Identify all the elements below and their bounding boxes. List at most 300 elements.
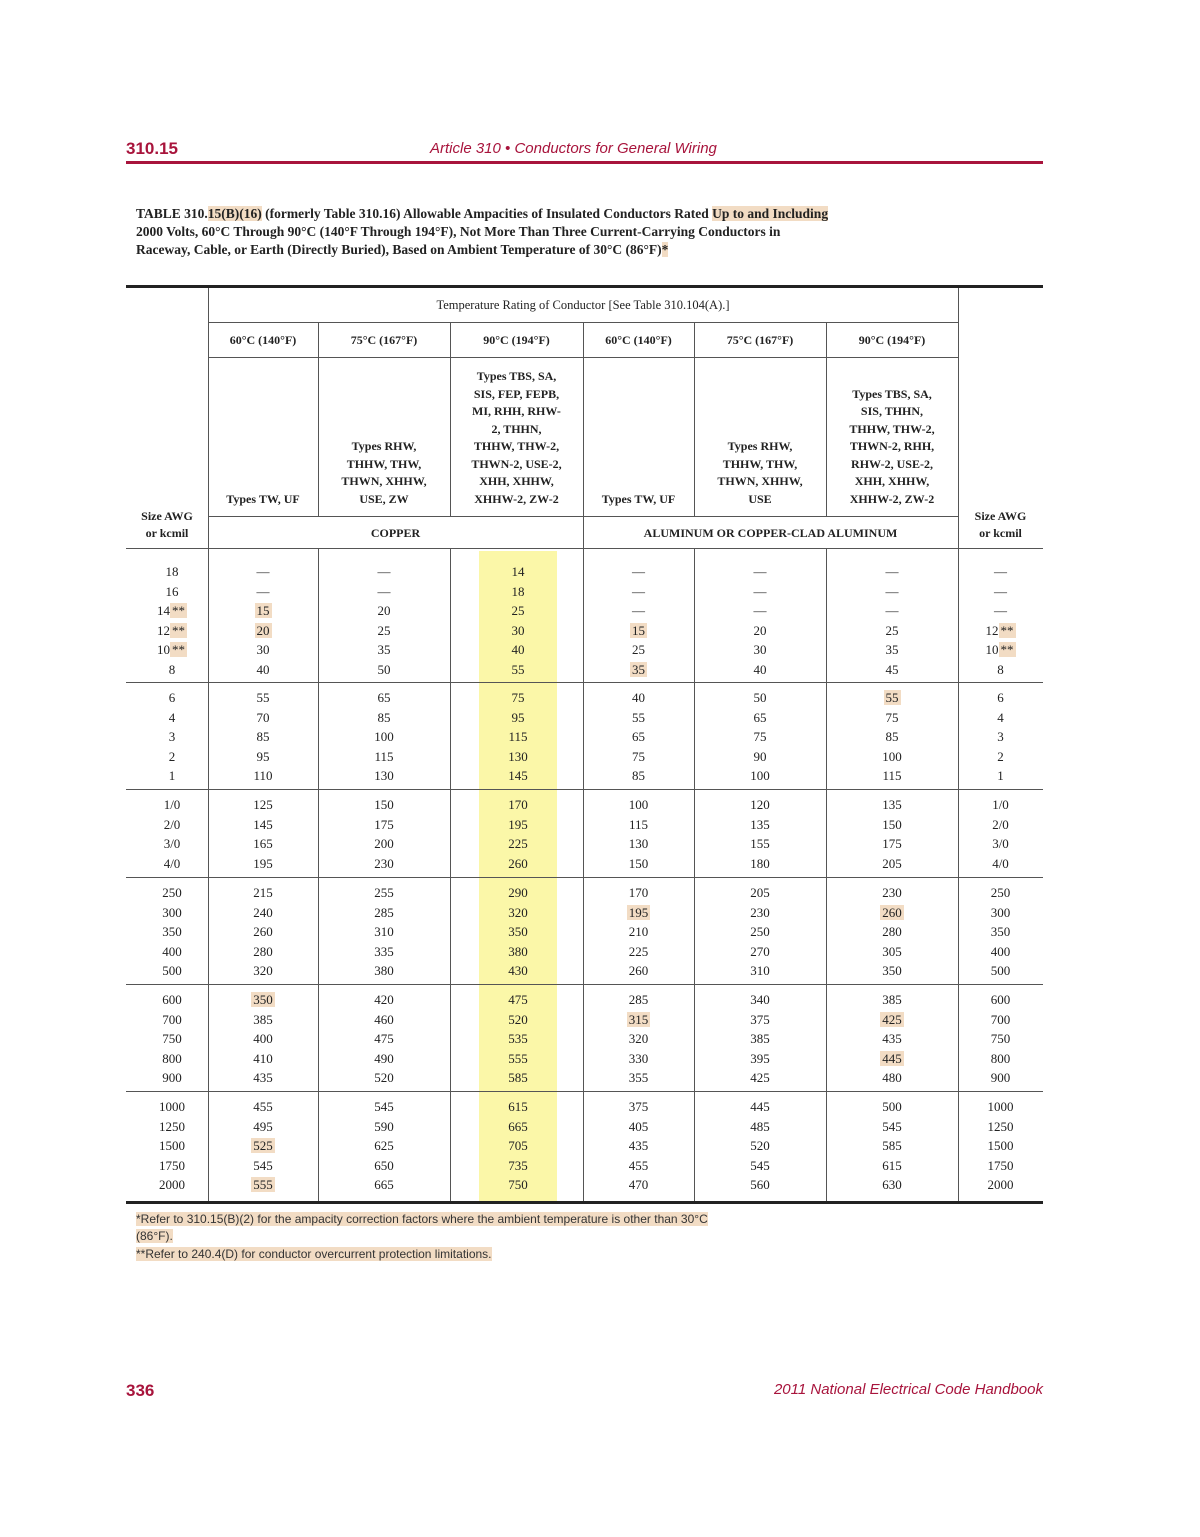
table-cell: 6 [997, 690, 1004, 705]
highlighted-value: 55 [885, 690, 899, 705]
table-cell: 180 [750, 855, 770, 871]
size-star-mark: ** [1000, 642, 1014, 657]
table-cell: 200 [374, 836, 394, 851]
highlighted-value: 445 [882, 1050, 902, 1066]
table-cell: 490 [374, 1050, 394, 1066]
size-star-mark: ** [1000, 622, 1014, 638]
size-number: 10 [985, 642, 999, 657]
table-cell: 280 [882, 924, 902, 939]
article-title: Article 310 • Conductors for General Wiring [430, 140, 717, 157]
temp-al90: 90°C (194°F) [858, 333, 926, 347]
table-cell: 545 [374, 1099, 394, 1114]
table-cell: 150 [374, 797, 394, 812]
column-sizes_r-group-0 [958, 562, 1043, 679]
table-cell: 1750 [987, 1157, 1014, 1173]
table-cell: — [753, 583, 767, 599]
table-cell: 750 [990, 1031, 1011, 1046]
table-cell: 455 [628, 1157, 649, 1173]
table-cell: 35 [885, 642, 899, 657]
column-al60-group-2 [583, 795, 694, 873]
table-cell: 100 [628, 797, 649, 812]
column-al60-group-4 [583, 990, 694, 1088]
table-cell [826, 688, 958, 708]
size-star-mark: ** [172, 622, 185, 638]
table-cell: 65 [377, 690, 391, 705]
table-cell: 240 [253, 904, 273, 920]
table-cell: 8 [168, 661, 176, 677]
table-cell: 75 [753, 729, 767, 744]
table-cell: 85 [885, 729, 899, 744]
table-cell: 18 [511, 583, 525, 599]
table-cell: — [632, 564, 645, 579]
table-cell: 205 [882, 855, 902, 871]
table-cell: 535 [508, 1031, 528, 1046]
table-cell: 125 [253, 797, 273, 812]
temp-al75: 75°C (167°F) [726, 333, 794, 347]
column-cu90-group-3 [479, 883, 557, 981]
table-cell: — [377, 564, 391, 579]
table-cell [583, 903, 694, 923]
row-divider [208, 357, 958, 358]
table-cell: 1000 [159, 1099, 185, 1114]
table-cell: 65 [632, 729, 645, 744]
column-sizes-group-4 [126, 990, 218, 1088]
table-cell: 705 [508, 1138, 528, 1153]
table-cell [958, 640, 1043, 660]
table-cell: 750 [508, 1177, 528, 1192]
table-cell: 545 [750, 1157, 770, 1173]
table-cell: 40 [256, 661, 270, 677]
table-cell: 475 [508, 992, 528, 1007]
table-cell: 600 [162, 992, 182, 1007]
temp-cu60: 60°C (140°F) [229, 333, 297, 347]
footnote-1 [136, 1211, 708, 1228]
table-cell: 20 [377, 603, 391, 618]
row-divider [208, 322, 958, 323]
header-rule [126, 161, 1043, 164]
column-cu75-group-4 [318, 990, 450, 1088]
table-cell: 230 [374, 855, 394, 871]
table-cell [208, 601, 318, 621]
table-cell: 100 [374, 729, 394, 744]
table-cell: 350 [508, 924, 528, 939]
header-bottom-rule [126, 548, 1043, 549]
highlighted-value: 555 [253, 1177, 273, 1192]
column-sizes-group-0 [126, 562, 218, 679]
column-sizes_r-group-3 [958, 883, 1043, 981]
table-cell: 1250 [159, 1118, 185, 1134]
size-number: 12 [985, 622, 999, 638]
table-cell: 305 [882, 943, 902, 959]
table-cell: 3 [997, 729, 1004, 744]
table-cell: 100 [750, 768, 770, 783]
table-cell: 25 [511, 603, 525, 618]
table-cell: 260 [628, 963, 649, 978]
table-cell: 130 [628, 836, 649, 851]
table-cell: 225 [508, 836, 528, 851]
highlighted-value: 195 [628, 904, 649, 920]
table-cell: 130 [374, 768, 394, 783]
table-cell: 120 [750, 797, 770, 812]
column-cu90-group-5 [479, 1097, 557, 1195]
table-cell: 495 [253, 1118, 273, 1134]
table-cell: 385 [253, 1011, 273, 1027]
caption-highlight: Up to and Including [712, 206, 829, 221]
table-cell: 4/0 [163, 855, 181, 871]
column-al90-group-4 [826, 990, 958, 1088]
column-cu60-group-1 [208, 688, 318, 786]
table-cell: — [994, 564, 1007, 579]
caption-part1: (formerly Table 310.16) Allowable Ampacities of Insulated Conductors Rated [261, 206, 713, 221]
column-sizes_r-group-5 [958, 1097, 1043, 1195]
col-divider [450, 548, 451, 1201]
table-caption [136, 205, 836, 259]
table-cell: 25 [632, 642, 645, 657]
table-cell: 4/0 [992, 855, 1009, 871]
table-cell [826, 1049, 958, 1069]
footnote-1-line-1: *Refer to 310.15(B)(2) for the ampacity correction factors where the ambient temperature is other than 30°C [136, 1212, 708, 1226]
table-cell: 1500 [159, 1138, 185, 1153]
table-cell: 1500 [987, 1138, 1014, 1153]
table-cell: 335 [374, 943, 394, 959]
table-cell: 65 [753, 709, 767, 725]
table-cell: 50 [377, 661, 391, 677]
table-cell: 115 [882, 768, 902, 783]
table-cell: 410 [253, 1050, 273, 1066]
types-al60: Types TW, UF [601, 491, 676, 506]
table-cell: 2000 [987, 1177, 1014, 1192]
types-cu90: Types TBS, SA, SIS, FEP, FEPB, MI, RHH, RHW- 2, THHN, THHW, THW-2, THWN-2, USE-2, XHH, XHHW, XHHW-2, ZW-2 [471, 369, 562, 506]
types-cu60: Types TW, UF [226, 491, 300, 506]
size-star-mark: ** [172, 603, 185, 618]
table-cell: 85 [632, 768, 645, 783]
table-cell [208, 621, 318, 641]
column-al90-group-3 [826, 883, 958, 981]
size-number: 14 [157, 603, 170, 618]
table-cell: 115 [628, 816, 649, 832]
table-cell [126, 621, 218, 641]
table-cell [583, 660, 694, 680]
column-sizes_r-group-4 [958, 990, 1043, 1088]
table-cell: 300 [990, 904, 1011, 920]
table-cell: 40 [511, 642, 525, 657]
row-divider [208, 516, 958, 517]
table-cell: 560 [750, 1177, 770, 1192]
group-divider [126, 682, 1043, 683]
table-cell [126, 601, 218, 621]
column-cu60-group-0 [208, 562, 318, 679]
table-cell [208, 1136, 318, 1156]
table-cell: 1250 [987, 1118, 1014, 1134]
table-cell: — [885, 603, 899, 618]
table-cell: 350 [990, 924, 1011, 939]
table-cell: 545 [253, 1157, 273, 1173]
table-cell: 585 [508, 1070, 528, 1085]
column-sizes-group-3 [126, 883, 218, 981]
table-cell: 650 [374, 1157, 394, 1173]
size-label-left-2: or kcmil [145, 526, 189, 540]
column-sizes-group-2 [126, 795, 218, 873]
table-cell: 285 [374, 904, 394, 920]
table-cell: 260 [253, 924, 273, 939]
aluminum-label: ALUMINUM OR COPPER-CLAD ALUMINUM [643, 526, 898, 540]
table-cell: 355 [628, 1070, 649, 1085]
temp-al60: 60°C (140°F) [605, 333, 672, 347]
table-cell: — [753, 603, 767, 618]
table-cell: 3 [168, 729, 176, 744]
table-cell: 25 [377, 622, 391, 638]
table-cell: 800 [162, 1050, 182, 1066]
table-cell: 8 [997, 661, 1004, 677]
highlighted-value: 525 [253, 1138, 273, 1153]
table-cell: 230 [882, 885, 902, 900]
column-cu75-group-2 [318, 795, 450, 873]
group-divider [126, 789, 1043, 790]
table-cell: 520 [750, 1138, 770, 1153]
table-cell: 615 [508, 1099, 528, 1114]
table-cell: 170 [508, 797, 528, 812]
size-number: 12 [157, 622, 170, 638]
table-cell: 255 [374, 885, 394, 900]
column-cu60-group-3 [208, 883, 318, 981]
table-cell: 420 [374, 992, 394, 1007]
table-cell: 310 [750, 963, 770, 978]
table-cell: 230 [750, 904, 770, 920]
types-al90: Types TBS, SA, SIS, THHN, THHW, THW-2, THWN-2, RHH, RHW-2, USE-2, XHH, XHHW, XHHW-2, ZW-2 [849, 386, 935, 506]
table-cell [583, 621, 694, 641]
column-al60-group-0 [583, 562, 694, 679]
table-cell: — [632, 603, 645, 618]
table-bottom-rule [126, 1201, 1043, 1204]
table-cell: 435 [253, 1070, 273, 1085]
caption-lead: TABLE 310. [136, 206, 208, 221]
column-cu60-group-2 [208, 795, 318, 873]
table-cell: 155 [750, 836, 770, 851]
size-number: 10 [157, 642, 170, 657]
caption-part2: 2000 Volts, 60°C Through 90°C (140°F Through 194°F), Not More Than Three Current-Carrying Conductors in Raceway, Cable, or Earth (Directly Buried), Based on Ambient Temperature of 30°C (86°F) [136, 224, 781, 257]
column-al90-group-0 [826, 562, 958, 679]
caption-ref: 15(B)(16) [207, 206, 262, 221]
table-cell: 55 [632, 709, 645, 725]
table-cell: — [256, 583, 270, 599]
column-cu60-group-5 [208, 1097, 318, 1195]
column-cu75-group-1 [318, 688, 450, 786]
table-cell: 290 [508, 885, 528, 900]
table-cell: 75 [885, 709, 899, 725]
table-cell: 130 [508, 748, 528, 764]
table-cell: 425 [750, 1070, 770, 1085]
column-cu90-group-0 [479, 562, 557, 679]
highlighted-value: 15 [632, 622, 645, 638]
table-cell: 40 [632, 690, 645, 705]
table-cell: 750 [162, 1031, 182, 1046]
table-cell: 555 [508, 1050, 528, 1066]
highlighted-value: 425 [882, 1011, 902, 1027]
table-cell: 735 [508, 1157, 528, 1173]
column-cu75-group-0 [318, 562, 450, 679]
table-cell: 2/0 [992, 816, 1009, 832]
table-cell: 615 [882, 1157, 902, 1173]
highlighted-value: 15 [256, 603, 270, 618]
group-divider [126, 1091, 1043, 1092]
table-cell: 175 [882, 836, 902, 851]
temp-cu75: 75°C (167°F) [350, 333, 418, 347]
table-cell: 400 [162, 943, 182, 959]
table-cell: 1 [168, 768, 176, 783]
footnote-1-line-2: (86°F). [136, 1229, 173, 1243]
table-cell: 590 [374, 1118, 394, 1134]
table-cell: 170 [628, 885, 649, 900]
table-cell: 1750 [159, 1157, 185, 1173]
table-cell [208, 990, 318, 1010]
table-cell: 320 [253, 963, 273, 978]
footnote-1-cont [136, 1228, 173, 1245]
column-sizes_r-group-1 [958, 688, 1043, 786]
table-cell: 700 [990, 1011, 1011, 1027]
column-cu60-group-4 [208, 990, 318, 1088]
column-al90-group-2 [826, 795, 958, 873]
table-cell: 95 [256, 748, 270, 764]
table-cell: 455 [253, 1099, 273, 1114]
table-cell: — [885, 564, 899, 579]
table-cell: 250 [162, 885, 182, 900]
table-cell: 225 [628, 943, 649, 959]
table-cell: 2 [168, 748, 176, 764]
column-al60-group-5 [583, 1097, 694, 1195]
table-cell [583, 1010, 694, 1030]
size-label-right-2: or kcmil [979, 526, 1022, 540]
footnote-2-text: **Refer to 240.4(D) for conductor overcurrent protection limitations. [136, 1247, 492, 1261]
table-cell: 95 [511, 709, 525, 725]
table-cell: 270 [750, 943, 770, 959]
table-cell: 90 [753, 748, 767, 764]
table-cell: — [632, 583, 645, 599]
column-al75-group-1 [694, 688, 826, 786]
types-cu75: Types RHW, THHW, THW, THWN, XHHW, USE, ZW [341, 439, 427, 506]
table-cell: 340 [750, 992, 770, 1007]
table-cell: 600 [990, 992, 1011, 1007]
size-star-mark: ** [172, 642, 185, 657]
table-cell: 1/0 [992, 797, 1009, 812]
table-cell [126, 640, 218, 660]
table-cell: 100 [882, 748, 902, 764]
group-divider [126, 877, 1043, 878]
table-cell: 585 [882, 1138, 902, 1153]
table-cell: 485 [750, 1118, 770, 1134]
column-sizes_r-group-2 [958, 795, 1043, 873]
table-cell: 135 [882, 797, 902, 812]
table-cell: 470 [628, 1177, 649, 1192]
column-cu75-group-3 [318, 883, 450, 981]
table-cell: 480 [882, 1070, 902, 1085]
table-cell: 205 [750, 885, 770, 900]
table-cell: 350 [162, 924, 182, 939]
table-cell: 1000 [987, 1099, 1014, 1114]
table-cell: 145 [508, 768, 528, 783]
table-cell: 150 [628, 855, 649, 871]
table-cell [208, 1175, 318, 1195]
table-cell: 55 [256, 690, 270, 705]
table-cell: 50 [753, 690, 767, 705]
column-cu75-group-5 [318, 1097, 450, 1195]
table-cell: 330 [628, 1050, 649, 1066]
table-cell: 85 [377, 709, 391, 725]
table-cell: 400 [990, 943, 1011, 959]
table-cell: 400 [253, 1031, 273, 1046]
table-cell: 210 [628, 924, 649, 939]
table-cell: 545 [882, 1118, 902, 1134]
table-cell: 500 [162, 963, 182, 978]
table-cell: 165 [253, 836, 273, 851]
table-cell: 30 [256, 642, 270, 657]
table-cell: 175 [374, 816, 394, 832]
footnote-2 [136, 1246, 492, 1263]
table-cell: 280 [253, 943, 273, 959]
table-cell: 195 [508, 816, 528, 832]
column-al60-group-1 [583, 688, 694, 786]
table-cell: 25 [885, 622, 899, 638]
highlighted-value: 315 [628, 1011, 649, 1027]
table-cell: 70 [256, 709, 270, 725]
column-al90-group-1 [826, 688, 958, 786]
table-cell: 380 [508, 943, 528, 959]
table-cell: 16 [165, 583, 179, 599]
temp-cu90: 90°C (194°F) [483, 333, 550, 347]
table-cell: 145 [253, 816, 273, 832]
table-cell: 1 [997, 768, 1004, 783]
table-cell: 115 [508, 729, 528, 744]
table-cell: — [994, 583, 1007, 599]
table-cell: 215 [253, 885, 273, 900]
table-cell: 300 [162, 904, 182, 920]
table-cell: 320 [628, 1031, 649, 1046]
table-cell: 75 [632, 748, 645, 764]
table-cell: 35 [377, 642, 391, 657]
table-cell: 135 [750, 816, 770, 832]
table-cell: 18 [165, 564, 179, 579]
table-cell: 30 [511, 622, 525, 638]
caption-star: * [661, 242, 669, 257]
copper-label: COPPER [370, 526, 421, 540]
table-cell: 625 [374, 1138, 394, 1153]
size-label-left-1: Size AWG [141, 509, 193, 523]
column-al75-group-4 [694, 990, 826, 1088]
column-al60-group-3 [583, 883, 694, 981]
table-cell: 520 [508, 1011, 528, 1027]
table-cell: 460 [374, 1011, 394, 1027]
table-cell: 250 [990, 885, 1011, 900]
table-cell: 405 [628, 1118, 649, 1134]
column-sizes-group-1 [126, 688, 218, 786]
table-cell: 900 [990, 1070, 1011, 1085]
table-cell: 2000 [159, 1177, 185, 1192]
table-cell: 4 [997, 709, 1004, 725]
table-cell: — [377, 583, 391, 599]
table-cell: 40 [753, 661, 767, 677]
column-al75-group-5 [694, 1097, 826, 1195]
table-cell: 20 [753, 622, 767, 638]
table-cell: 665 [374, 1177, 394, 1192]
table-cell: 435 [628, 1138, 649, 1153]
table-cell: 85 [256, 729, 270, 744]
table-cell: 115 [374, 748, 394, 764]
table-cell: 350 [882, 963, 902, 978]
table-cell: 2 [997, 748, 1004, 764]
table-cell: 2/0 [163, 816, 181, 832]
size-label-right-1: Size AWG [974, 509, 1027, 523]
table-cell: 1/0 [163, 797, 181, 812]
table-cell: 385 [750, 1031, 770, 1046]
